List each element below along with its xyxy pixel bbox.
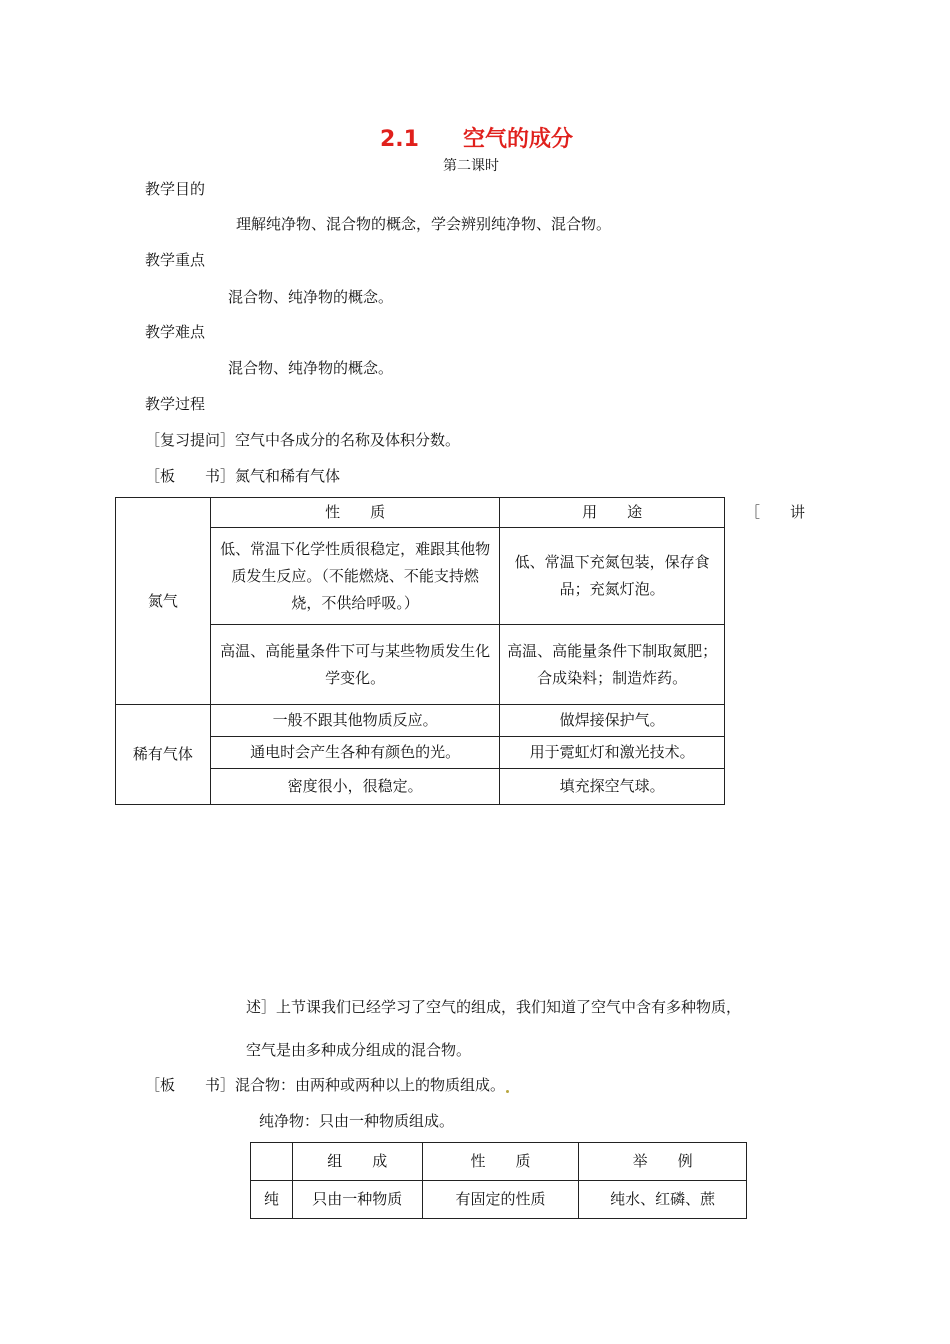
row-composition: 只由一种物质 bbox=[292, 1181, 422, 1219]
goal-body: 理解纯净物、混合物的概念，学会辨别纯净物、混合物。 bbox=[236, 215, 612, 233]
key-heading: 教学重点 bbox=[145, 251, 206, 269]
row-property: 有固定的性质 bbox=[422, 1181, 579, 1219]
header-property: 性 质 bbox=[422, 1143, 579, 1181]
nitrogen-label: 氮气 bbox=[116, 498, 211, 705]
key-body: 混合物、纯净物的概念。 bbox=[228, 288, 394, 306]
nitrogen-use-1: 低、常温下充氮包装，保存食品；充氮灯泡。 bbox=[500, 528, 725, 625]
gas-properties-table bbox=[115, 497, 725, 805]
mark-dot-icon bbox=[506, 1090, 509, 1093]
narration-line-2: 空气是由多种成分组成的混合物。 bbox=[246, 1041, 472, 1059]
table-header-row bbox=[116, 498, 725, 528]
title-number: 2.1 bbox=[380, 127, 419, 152]
board-note-2b: 纯净物：只由一种物质组成。 bbox=[259, 1112, 455, 1130]
rare-use-3: 填充探空气球。 bbox=[500, 769, 725, 805]
review-question: ［复习提问］空气中各成分的名称及体积分数。 bbox=[145, 431, 461, 449]
rare-property-3: 密度很小，很稳定。 bbox=[210, 769, 500, 805]
board-note-2 bbox=[145, 1074, 510, 1095]
page-title bbox=[380, 122, 573, 153]
rare-use-1: 做焊接保护气。 bbox=[500, 705, 725, 737]
header-property: 性 质 bbox=[210, 498, 500, 528]
title-text: 空气的成分 bbox=[462, 127, 573, 152]
goal-heading: 教学目的 bbox=[145, 180, 206, 198]
hard-heading: 教学难点 bbox=[145, 323, 206, 341]
narration-line-1: 述］上节课我们已经学习了空气的组成，我们知道了空气中含有多种物质， bbox=[246, 998, 742, 1016]
rare-property-2: 通电时会产生各种有颜色的光。 bbox=[210, 737, 500, 769]
table-row bbox=[251, 1181, 747, 1219]
header-example: 举 例 bbox=[579, 1143, 747, 1181]
nitrogen-property-1: 低、常温下化学性质很稳定，难跟其他物质发生反应。（不能燃烧、不能支持燃烧，不供给呼吸。） bbox=[210, 528, 500, 625]
side-note: ［ 讲 bbox=[745, 503, 806, 521]
rare-use-2: 用于霓虹灯和激光技术。 bbox=[500, 737, 725, 769]
rare-property-1: 一般不跟其他物质反应。 bbox=[210, 705, 500, 737]
header-composition: 组 成 bbox=[292, 1143, 422, 1181]
table-row bbox=[116, 705, 725, 737]
table-header-row bbox=[251, 1143, 747, 1181]
board-note-1: ［板 书］氮气和稀有气体 bbox=[145, 467, 341, 485]
hard-body: 混合物、纯净物的概念。 bbox=[228, 359, 394, 377]
row-kind: 纯 bbox=[251, 1181, 293, 1219]
header-blank bbox=[251, 1143, 293, 1181]
substance-table bbox=[250, 1142, 747, 1219]
page-subtitle: 第二课时 bbox=[443, 158, 499, 174]
header-use: 用 途 bbox=[500, 498, 725, 528]
process-heading: 教学过程 bbox=[145, 395, 206, 413]
row-example: 纯水、红磷、蔗 bbox=[579, 1181, 747, 1219]
rare-gas-label: 稀有气体 bbox=[116, 705, 211, 805]
board-note-2-text: ［板 书］混合物：由两种或两种以上的物质组成。 bbox=[145, 1076, 506, 1094]
nitrogen-use-2: 高温、高能量条件下制取氮肥；合成染料；制造炸药。 bbox=[500, 625, 725, 705]
nitrogen-property-2: 高温、高能量条件下可与某些物质发生化学变化。 bbox=[210, 625, 500, 705]
